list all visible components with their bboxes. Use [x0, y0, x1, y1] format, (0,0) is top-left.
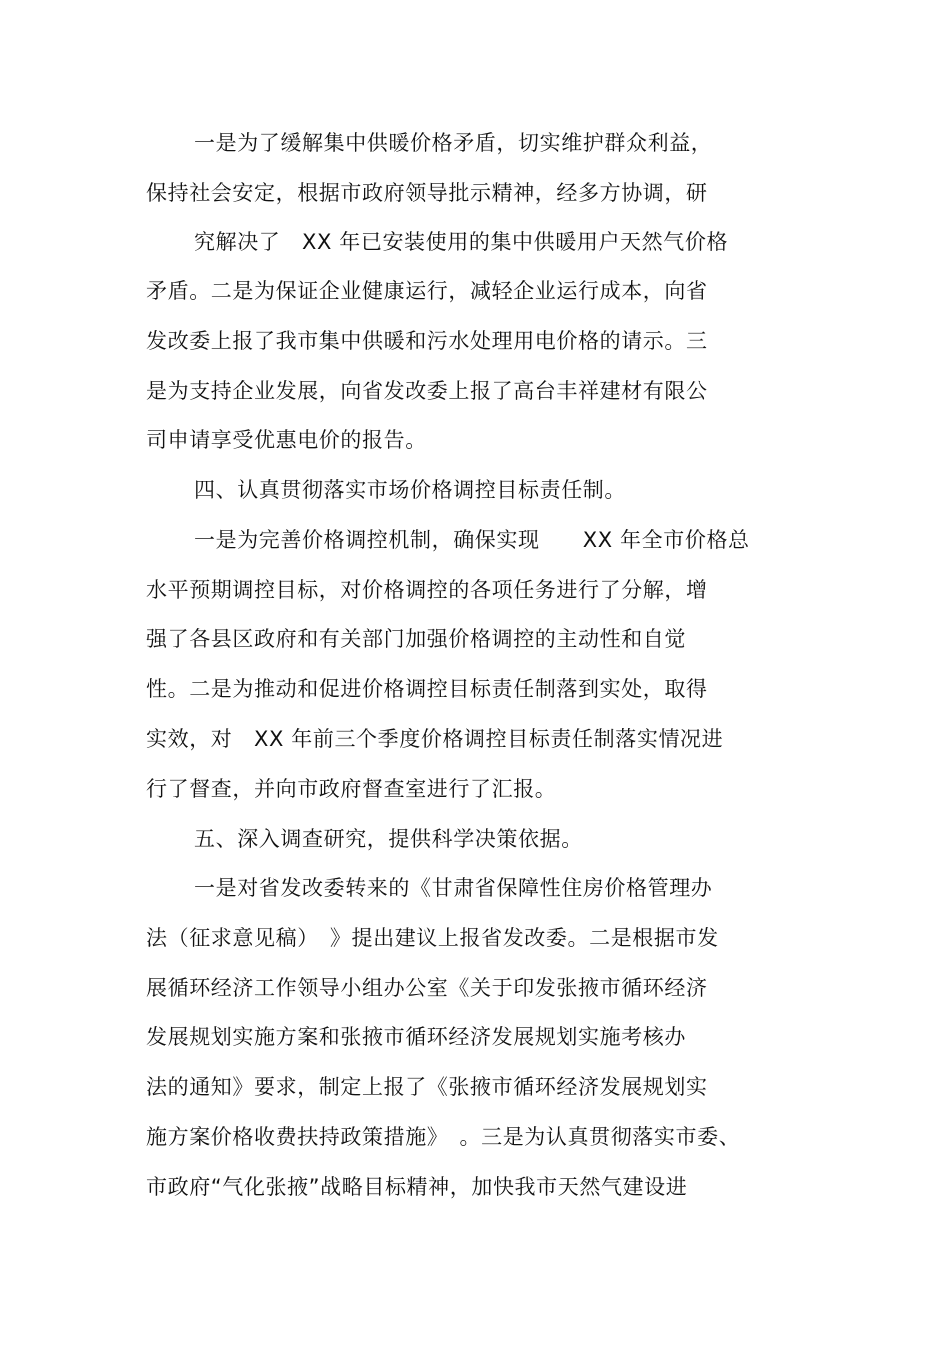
- text-line-11: 强了各县区政府和有关部门加强价格调控的主动性和自觉: [146, 627, 686, 651]
- text-line-1: 一是为了缓解集中供暖价格矛盾，切实维护群众利益，: [194, 131, 713, 155]
- text-line-13: 实效，对 XX 年前三个季度价格调控目标责任制落实情况进: [146, 727, 724, 751]
- text-line-18: 展循环经济工作领导小组办公室《关于印发张掖市循环经济: [146, 976, 708, 1000]
- section-heading-5: 五、深入调查研究，提供科学决策依据。: [194, 827, 583, 851]
- text-line-3: 究解决了 XX 年已安装使用的集中供暖用户天然气价格: [194, 230, 729, 254]
- text-line-9: 一是为完善价格调控机制，确保实现 XX 年全市价格总: [194, 528, 750, 552]
- text-line-10: 水平预期调控目标，对价格调控的各项任务进行了分解，增: [146, 578, 708, 602]
- text-line-7: 司申请享受优惠电价的报告。: [146, 428, 427, 452]
- text-line-22: 市政府“气化张掖”战略目标精神，加快我市天然气建设进: [146, 1175, 688, 1199]
- text-line-4: 矛盾。二是为保证企业健康运行，减轻企业运行成本，向省: [146, 279, 708, 303]
- text-line-17: 法（征求意见稿） 》提出建议上报省发改委。二是根据市发: [146, 926, 719, 950]
- text-line-16: 一是对省发改委转来的《甘肃省保障性住房价格管理办: [194, 876, 713, 900]
- text-line-5: 发改委上报了我市集中供暖和污水处理用电价格的请示。三: [146, 329, 708, 353]
- text-line-6: 是为支持企业发展，向省发改委上报了高台丰祥建材有限公: [146, 379, 708, 403]
- text-line-21: 施方案价格收费扶持政策措施》 。三是为认真贯彻落实市委、: [146, 1125, 741, 1149]
- text-line-20: 法的通知》要求，制定上报了《张掖市循环经济发展规划实: [146, 1075, 708, 1099]
- section-heading-4: 四、认真贯彻落实市场价格调控目标责任制。: [194, 478, 626, 502]
- text-line-12: 性。二是为推动和促进价格调控目标责任制落到实处，取得: [146, 677, 708, 701]
- text-line-14: 行了督查，并向市政府督查室进行了汇报。: [146, 777, 557, 801]
- text-line-2: 保持社会安定，根据市政府领导批示精神，经多方协调，研: [146, 181, 708, 205]
- text-line-19: 发展规划实施方案和张掖市循环经济发展规划实施考核办: [146, 1025, 686, 1049]
